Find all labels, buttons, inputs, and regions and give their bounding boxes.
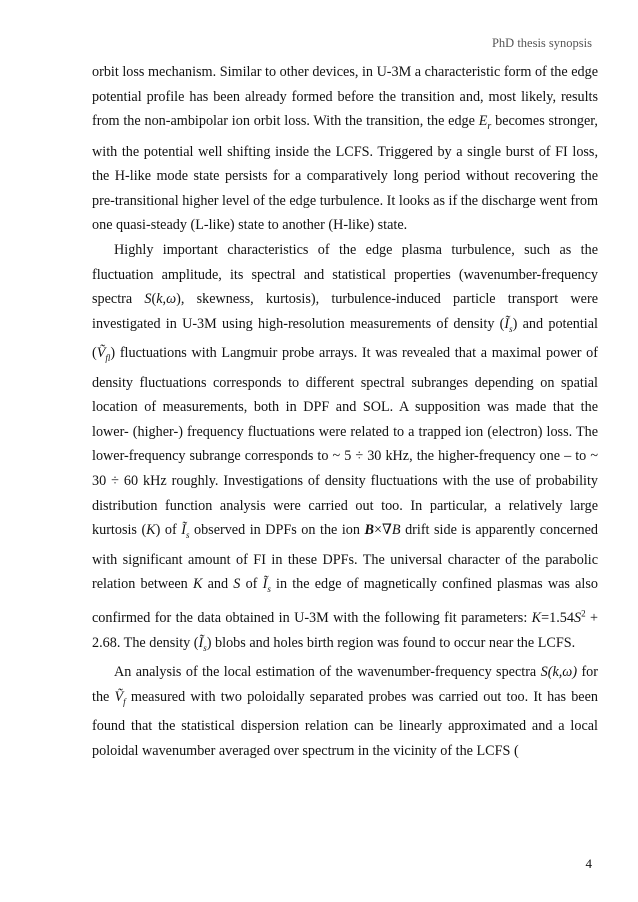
paragraph-1-render: orbit loss mechanism. Similar to other devices, in U-3M a characteristic form of the edge potential profile has been already formed before the transition and, most likely, results from the non-ambipolar ion orbit loss. With the transition, the edge $E_r$ becomes stronger, with the potential well shifting inside the LCFS. Triggered by a single burst of FI loss, the H-like mode state persists for a comparatively long period without recovering the pre-transitional higher level of the edge turbulence. It looks as if the discharge went from one quasi-steady (L-like) state to another (H-like) state. — [92, 64, 598, 234]
body-text — [92, 60, 598, 764]
paragraph-2-render: Highly important characteristics of the edge plasma turbulence, such as the fluctuation amplitude, its spectral and statistical properties (wavenumber-frequency spectra S(k,ω), skewness, kurtosis), turbulence-induced particle transport were investigated in U-3M using high-resolution measurements of density $(Ĩ_s)$ and potential (Ṽ$_{fl}$) fluctuations with Langmuir probe arrays. It was revealed that a maximal power of density fluctuations corresponds to different spectral subranges depending on spatial location of measurements, both in DPF and SOL. A supposition was made that the lower- (higher-) frequency fluctuations were related to a trapped ion (electron) loss. The lower-frequency subrange corresponds to ~ 5 ÷ 30 kHz, the higher-frequency one – to ~ 30 ÷ 60 kHz roughly. Investigations of density fluctuations with the use of probability distribution function analysis were carried out too. In particular, a relatively large kurtosis (K) of $Ĩ_s$ observed in DPFs on the ion B×∇B drift side is apparently concerned with significant amount of FI in these DPFs. The universal character of the parabolic relation between K and S of $Ĩ_s$ in the edge of magnetically confined plasmas was also confirmed for the data obtained in U-3M with the following fit parameters: $K=1.54S^2 + 2.68$. The density $(Ĩ_s)$ blobs and holes birth region was found to occur near the LCFS. — [92, 241, 599, 653]
paragraph-3 — [92, 660, 598, 763]
paragraph-3-render: An analysis of the local estimation of the wavenumber-frequency spectra S(k,ω) for the Ṽ$_f$ measured with two poloidally separated probes was carried out too. It has been found that the statistical dispersion relation can be linearly approximated and a local poloidal wavenumber averaged over spectrum in the vicinity of the LCFS ( — [92, 664, 598, 759]
paragraph-2 — [92, 238, 598, 660]
paragraph-1 — [92, 60, 598, 238]
running-header: PhD thesis synopsis — [491, 36, 592, 50]
page-number: 4 — [585, 856, 592, 871]
